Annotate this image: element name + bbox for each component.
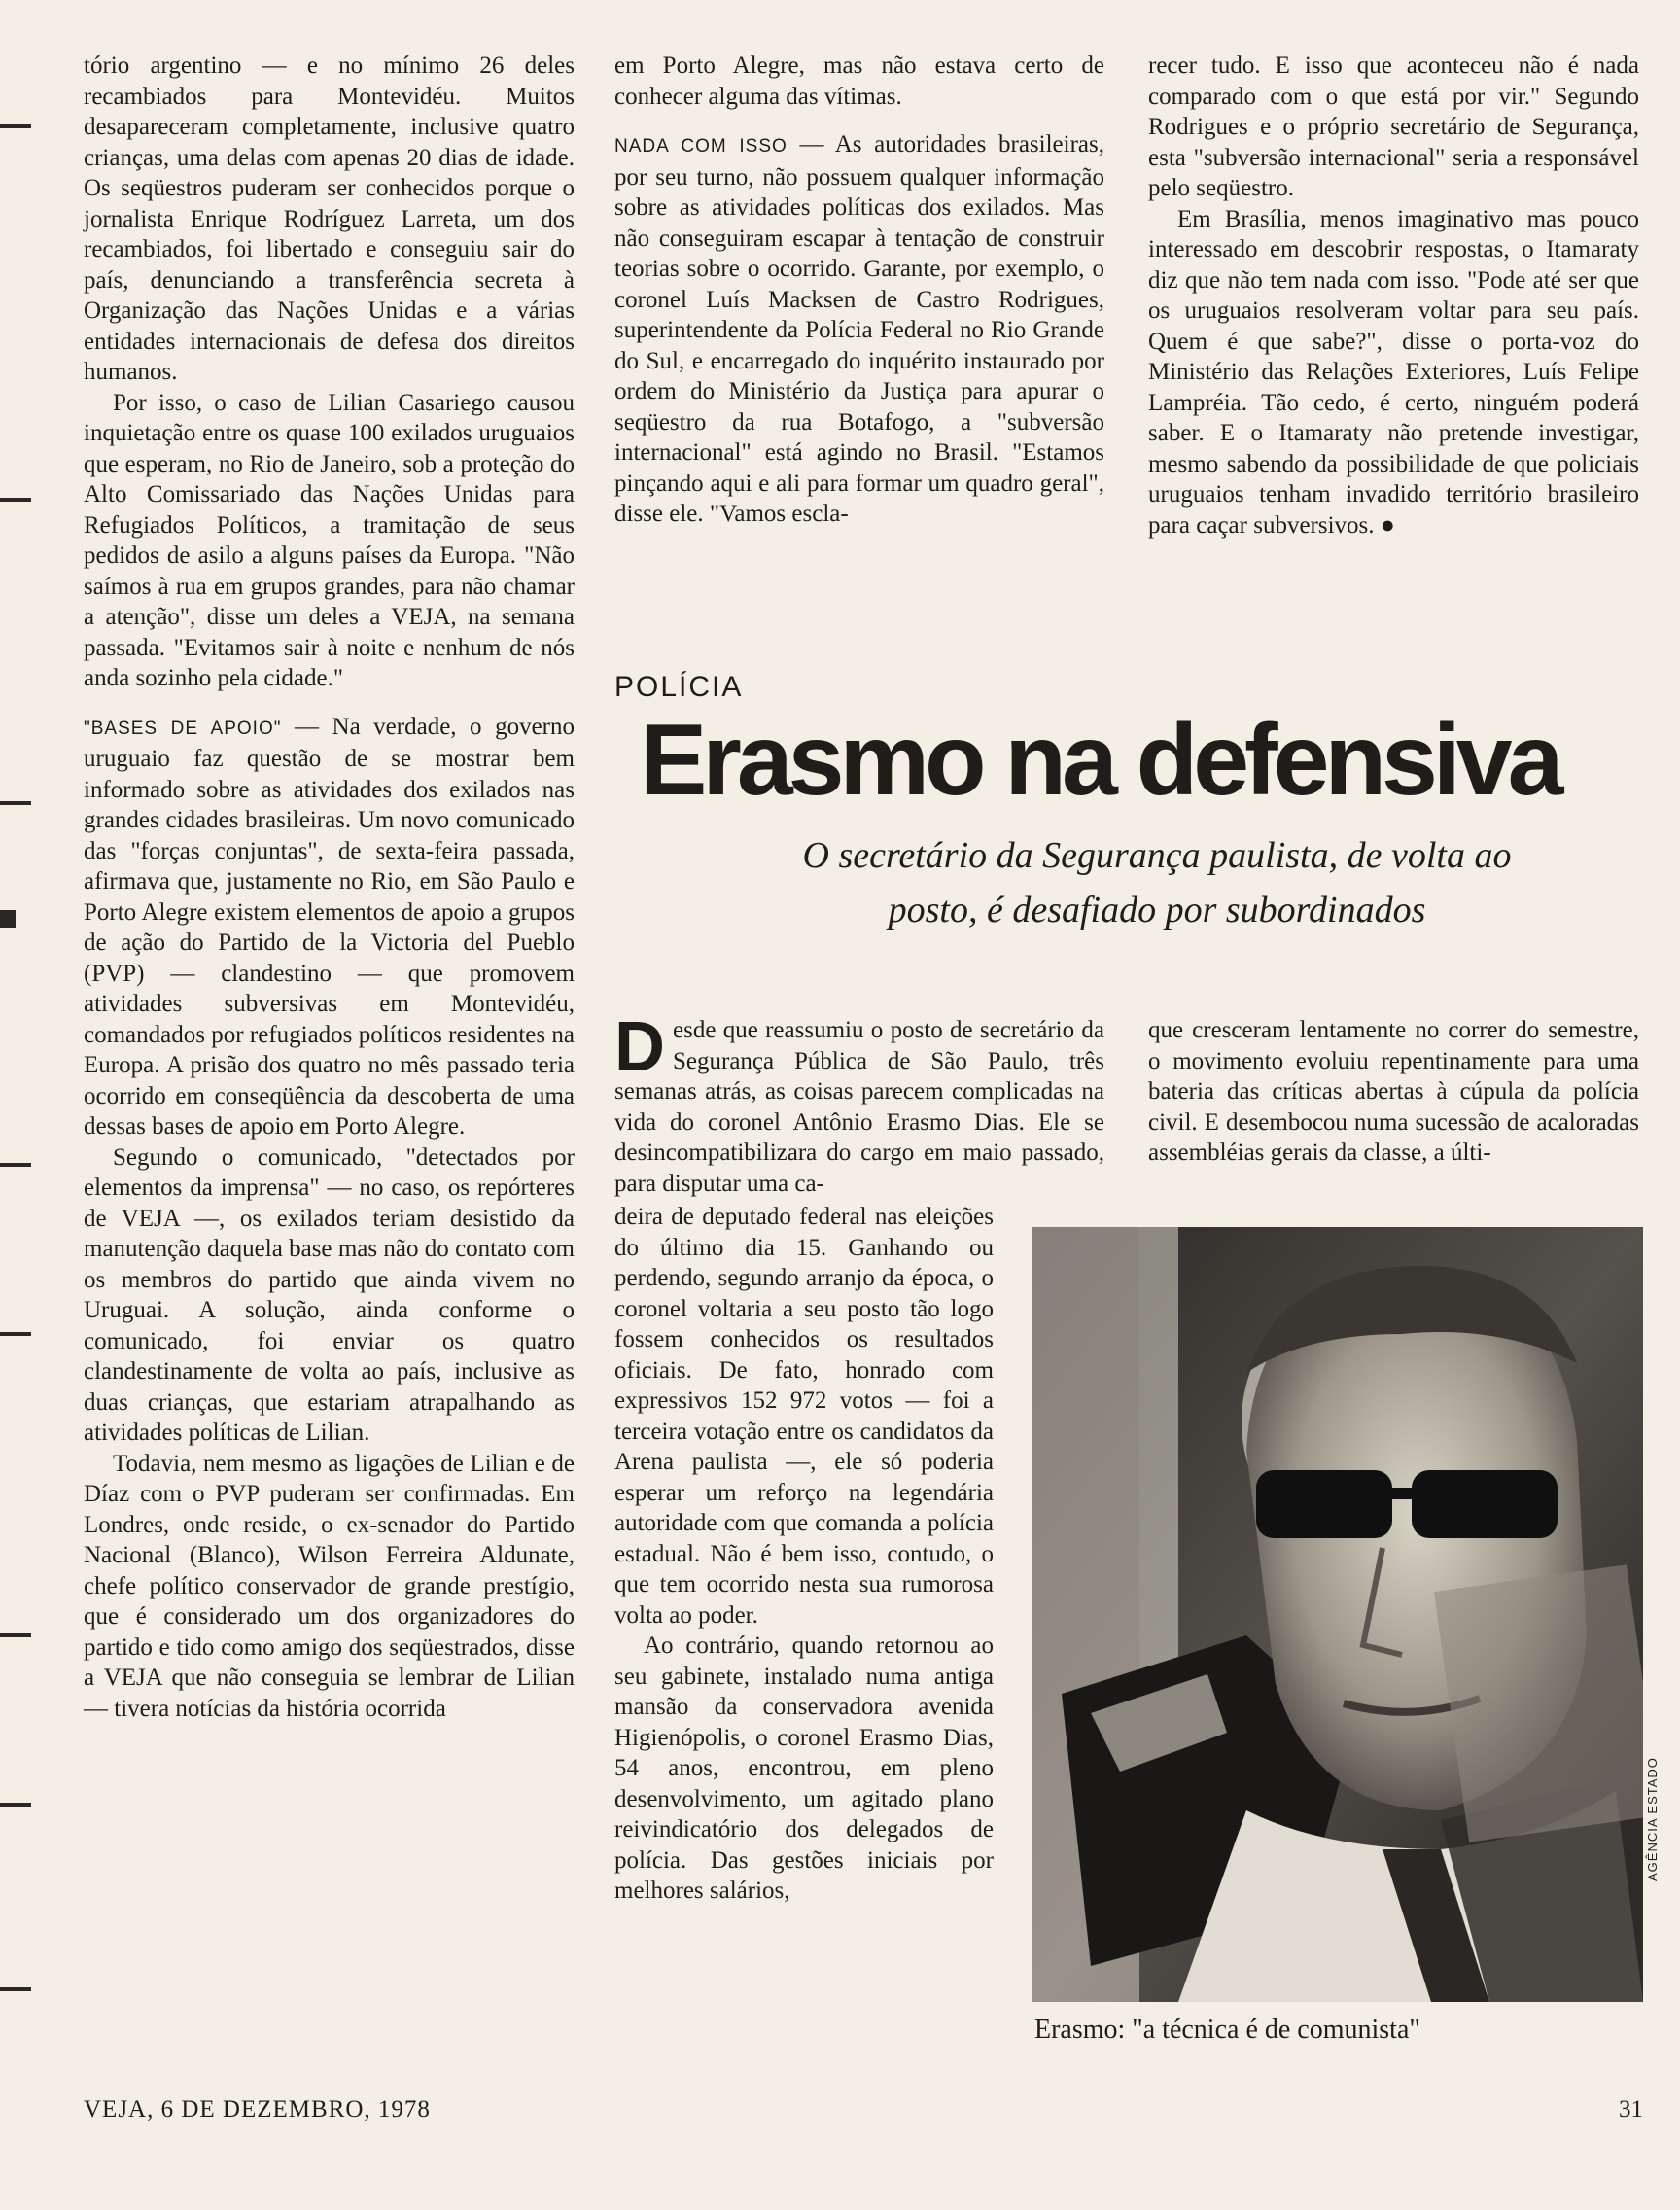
margin-tick	[0, 1163, 31, 1167]
paragraph: esde que reassumiu o posto de secretário da Segurança Pública de São Paulo, três semanas atrás, as coisas parecem complicadas na vida do coronel Antônio Erasmo Dias. Ele se desincompatibilizara do cargo em maio passado, para disputar uma ca-	[614, 1017, 1104, 1197]
subheadline: O secretário da Segurança paulista, de volta ao posto, é desafiado por subordinados	[802, 835, 1512, 930]
paragraph: Por isso, o caso de Lilian Casariego causou inquietação entre os quase 100 exilados uruguaios que esperam, no Rio de Janeiro, sob a proteção do Alto Comissariado das Nações Unidas para Refugiados Políticos, a tramitação de seus pedidos de asilo a alguns países da Europa. "Não saímos à rua em grupos grandes, para não chamar a atenção", disse um deles a VEJA, na semana passada. "Evitamos sair à noite e nenhum de nós anda sozinho pela cidade."	[84, 389, 575, 691]
paragraph: Ao contrário, quando retornou ao seu gabinete, instalado numa antiga mansão da conservadora avenida Higienópolis, o coronel Erasmo Dias, 54 anos, encontrou, em pleno desenvolvimento, um agitado plano reivindicatório dos delegados de polícia. Das gestões iniciais por melhores salários,	[614, 1632, 994, 1904]
paragraph: em Porto Alegre, mas não estava certo de conhecer alguma das vítimas.	[614, 53, 1104, 110]
paragraph-lead: NADA COM ISSO	[614, 136, 788, 157]
photo-caption: Erasmo: "a técnica é de comunista"	[1034, 2015, 1420, 2045]
paragraph: Segundo o comunicado, "detectados por elementos da imprensa" — no caso, os repórteres de VEJA —, os exilados teriam desistido da manutenção daquela base mas não do contato com os membros do partido que ainda vivem no Uruguai. A solução, ainda conforme o comunicado, foi enviar os quatro clandestinamente de volta ao país, inclusive as duas crianças, que estariam atrapalhando as atividades políticas de Lilian.	[84, 1143, 575, 1446]
margin-tick	[0, 1633, 31, 1637]
section-label: POLÍCIA	[614, 671, 744, 703]
article-column-1-narrow	[614, 1202, 994, 1907]
drop-cap: D	[614, 1008, 665, 1086]
column-1	[84, 51, 575, 1724]
margin-tick	[0, 124, 31, 128]
paragraph: — As autoridades brasileiras, por seu turno, não possuem qualquer informação sobre as atividades políticas dos exilados. Mas não conseguiram escapar à tentação de construir teorias sobre o ocorrido. Garante, por exemplo, o coronel Luís Macksen de Castro Rodrigues, superintendente da Polícia Federal no Rio Grande do Sul, e encarregado do inquérito instaurado por ordem do Ministério da Justiça para apurar o seqüestro da rua Botafogo, a "subversão internacional" está agindo no Brasil. "Estamos pinçando aqui e ali para formar um quadro geral", disse ele. "Vamos escla-	[614, 131, 1104, 527]
article-column-1	[614, 1008, 1104, 1199]
photo-credit: AGÊNCIA ESTADO	[1645, 1757, 1660, 1881]
column-2	[614, 51, 1104, 530]
margin-tick	[0, 801, 31, 805]
portrait-photo	[1032, 1227, 1643, 2002]
margin-tick	[0, 910, 16, 928]
paragraph: tório argentino — e no mínimo 26 deles recambiados para Montevidéu. Muitos desapareceram completamente, inclusive quatro crianças, uma delas com apenas 20 dias de idade. Os seqüestros puderam ser conhecidos porque o jornalista Enrique Rodríguez Larreta, um dos recambiados, foi libertado e conseguiu sair do país, denunciando a transferência secreta à Organização das Nações Unidas e a várias entidades internacionais de defesa dos direitos humanos.	[84, 53, 575, 385]
margin-tick	[0, 1803, 31, 1807]
paragraph: Em Brasília, menos imaginativo mas pouco interessado em descobrir respostas, o Itamaraty diz que não tem nada com isso. "Pode até ser que os uruguaios resolveram voltar para seu país. Quem é que sabe?", disse o porta-voz do Ministério das Relações Exteriores, Luís Felipe Lampréia. Tão cedo, é certo, ninguém poderá saber. E o Itamaraty não pretende investigar, mesmo sabendo da possibilidade de que policiais uruguaios tenham invadido território brasileiro para caçar subversivos.	[1148, 205, 1639, 539]
paragraph: que cresceram lentamente no correr do semestre, o movimento evoluiu repentinamente para uma bateria das críticas abertas à cúpula da polícia civil. E desembocou numa sucessão de acaloradas assembléias gerais da classe, a últi-	[1148, 1017, 1639, 1166]
paragraph: recer tudo. E isso que aconteceu não é nada comparado com o que está por vir." Segundo Rodrigues e o próprio secretário de Segurança, esta "subversão internacional" seria a responsável pelo seqüestro.	[1148, 53, 1639, 201]
paragraph-lead: "BASES DE APOIO"	[84, 718, 282, 739]
column-3	[1148, 51, 1639, 541]
margin-tick	[0, 498, 31, 502]
margin-tick	[0, 1332, 31, 1336]
page-number: 31	[1619, 2096, 1643, 2122]
paragraph: Todavia, nem mesmo as ligações de Lilian e de Díaz com o PVP puderam ser confirmadas. Em Londres, onde reside, o ex-senador do Partido Nacional (Blanco), Wilson Ferreira Aldunate, chefe político conservador de grande prestígio, que é considerado um dos organizadores do partido e tido como amigo dos seqüestrados, disse a VEJA que não conseguia se lembrar de Lilian — tivera notícias da história ocorrida	[84, 1450, 575, 1722]
headline: Erasmo na defensiva	[640, 704, 1559, 817]
article-column-2	[1148, 1015, 1639, 1169]
paragraph: — Na verdade, o governo uruguaio faz questão de se mostrar bem informado sobre as atividades dos exilados nas grandes cidades brasileiras. Um novo comunicado das "forças conjuntas", de sexta-feira passada, afirmava que, justamente no Rio, em São Paulo e Porto Alegre existem elementos de apoio a grupos de ação do Partido de la Victoria del Pueblo (PVP) — clandestino — que promovem atividades subversivas em Montevidéu, comandados por refugiados políticos residentes na Europa. A prisão dos quatro no mês passado teria ocorrido em conseqüência da descoberta de uma dessas bases de apoio em Porto Alegre.	[84, 713, 575, 1140]
paragraph: deira de deputado federal nas eleições do último dia 15. Ganhando ou perdendo, segundo arranjo da época, o coronel voltaria a seu posto tão logo fossem conhecidos os resultados oficiais. De fato, honrado com expressivos 152 972 votos — foi a terceira votação entre os candidatos da Arena paulista —, ele só poderia esperar um reforço na legendária autoridade com que comanda a polícia estadual. Não é bem isso, contudo, o que tem ocorrido nesta sua rumorosa volta ao poder.	[614, 1204, 994, 1629]
end-mark: ●	[1380, 511, 1395, 539]
margin-tick	[0, 1987, 31, 1991]
portrait-photo-icon	[1032, 1227, 1643, 2002]
magazine-dateline: VEJA, 6 DE DEZEMBRO, 1978	[84, 2096, 431, 2122]
